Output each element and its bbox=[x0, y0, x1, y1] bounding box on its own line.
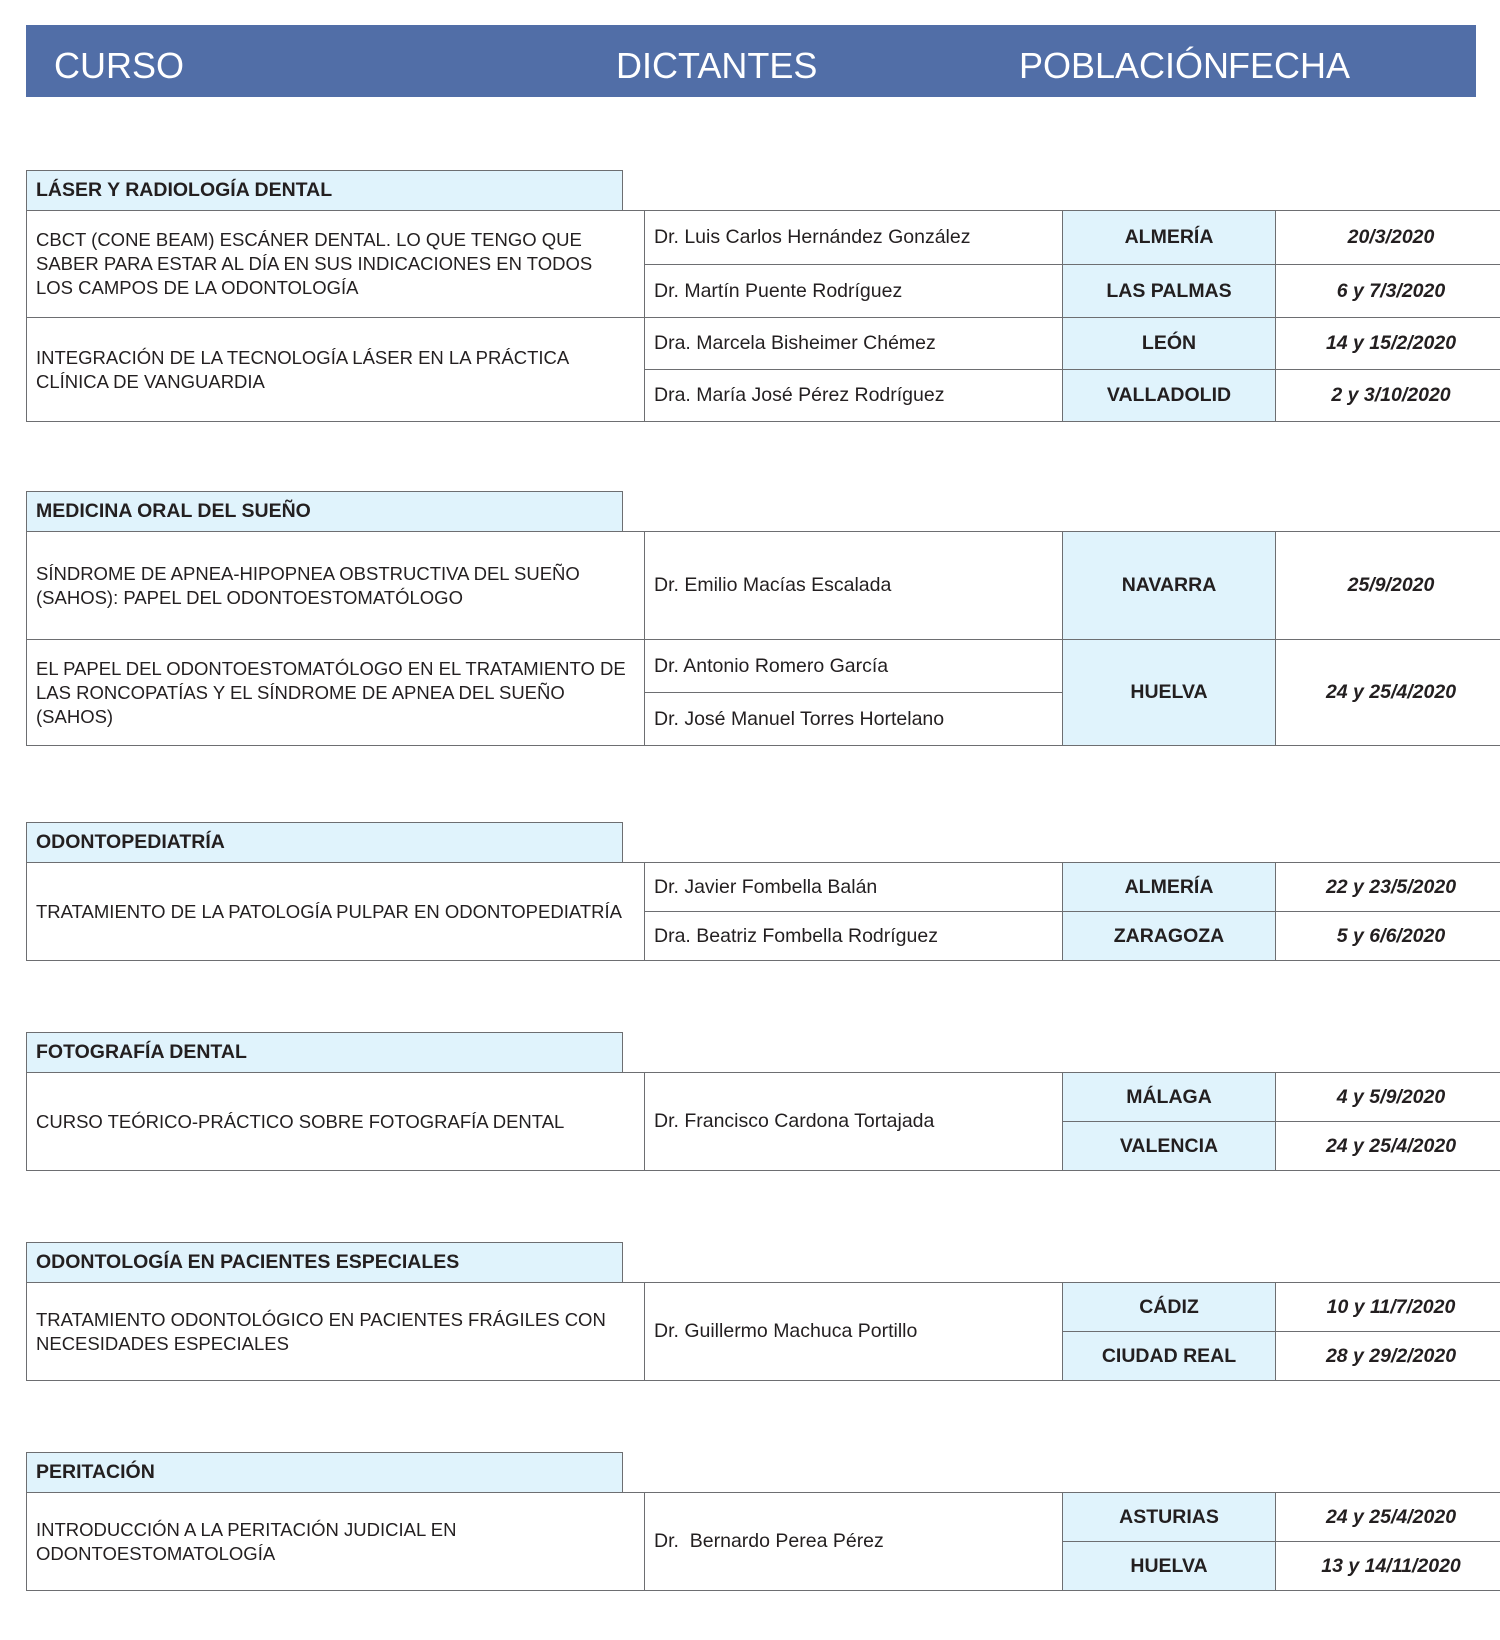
table-row bbox=[27, 640, 1500, 693]
city-cell: HUELVA bbox=[1063, 1542, 1276, 1591]
courses-table bbox=[26, 531, 1500, 746]
city-cell: HUELVA bbox=[1063, 640, 1276, 746]
courses-table bbox=[26, 1282, 1500, 1381]
course-title: TRATAMIENTO ODONTOLÓGICO EN PACIENTES FRÁGILES CON NECESIDADES ESPECIALES bbox=[27, 1283, 645, 1381]
city-cell: ASTURIAS bbox=[1063, 1493, 1276, 1542]
column-header-curso: CURSO bbox=[54, 45, 185, 86]
speaker-name: Dr. Antonio Romero García bbox=[645, 640, 1063, 693]
table-row bbox=[27, 1073, 1500, 1122]
city-cell: ALMERÍA bbox=[1063, 863, 1276, 912]
city-cell: CÁDIZ bbox=[1063, 1283, 1276, 1332]
city-cell: VALLADOLID bbox=[1063, 370, 1276, 422]
date-cell: 24 y 25/4/2020 bbox=[1276, 1122, 1500, 1171]
category-title: ODONTOLOGÍA EN PACIENTES ESPECIALES bbox=[26, 1242, 623, 1283]
date-cell: 24 y 25/4/2020 bbox=[1276, 640, 1500, 746]
date-cell: 28 y 29/2/2020 bbox=[1276, 1332, 1500, 1381]
category-title: PERITACIÓN bbox=[26, 1452, 623, 1493]
table-row bbox=[27, 532, 1500, 640]
speaker-name: Dr. Francisco Cardona Tortajada bbox=[645, 1073, 1063, 1171]
date-cell: 6 y 7/3/2020 bbox=[1276, 265, 1500, 318]
column-header-poblacion: POBLACIÓN bbox=[1019, 45, 1230, 86]
speaker-name: Dr. Guillermo Machuca Portillo bbox=[645, 1283, 1063, 1381]
date-cell: 25/9/2020 bbox=[1276, 532, 1500, 640]
course-title: SÍNDROME DE APNEA-HIPOPNEA OBSTRUCTIVA DEL SUEÑO (SAHOS): PAPEL DEL ODONTOESTOMATÓLOGO bbox=[27, 532, 645, 640]
date-cell: 5 y 6/6/2020 bbox=[1276, 912, 1500, 961]
speaker-name: Dr. Javier Fombella Balán bbox=[645, 863, 1063, 912]
course-title: CBCT (CONE BEAM) ESCÁNER DENTAL. LO QUE TENGO QUE SABER PARA ESTAR AL DÍA EN SUS INDICACIONES EN TODOS LOS CAMPOS DE LA ODONTOLOGÍA bbox=[27, 211, 645, 318]
courses-table bbox=[26, 210, 1500, 422]
course-title: TRATAMIENTO DE LA PATOLOGÍA PULPAR EN ODONTOPEDIATRÍA bbox=[27, 863, 645, 961]
speaker-name: Dra. Beatriz Fombella Rodríguez bbox=[645, 912, 1063, 961]
speaker-name: Dr. José Manuel Torres Hortelano bbox=[645, 693, 1063, 746]
city-cell: MÁLAGA bbox=[1063, 1073, 1276, 1122]
table-row bbox=[27, 318, 1500, 370]
courses-table bbox=[26, 1492, 1500, 1591]
category-title: LÁSER Y RADIOLOGÍA DENTAL bbox=[26, 170, 623, 211]
column-header-fecha: FECHA bbox=[1228, 45, 1351, 86]
date-cell: 10 y 11/7/2020 bbox=[1276, 1283, 1500, 1332]
table-row bbox=[27, 1283, 1500, 1332]
table-row bbox=[27, 863, 1500, 912]
category-title: MEDICINA ORAL DEL SUEÑO bbox=[26, 491, 623, 532]
date-cell: 20/3/2020 bbox=[1276, 211, 1500, 265]
column-header-dictantes: DICTANTES bbox=[616, 45, 818, 86]
city-cell: CIUDAD REAL bbox=[1063, 1332, 1276, 1381]
date-cell: 2 y 3/10/2020 bbox=[1276, 370, 1500, 422]
date-cell: 14 y 15/2/2020 bbox=[1276, 318, 1500, 370]
date-cell: 4 y 5/9/2020 bbox=[1276, 1073, 1500, 1122]
speaker-name: Dra. María José Pérez Rodríguez bbox=[645, 370, 1063, 422]
city-cell: ZARAGOZA bbox=[1063, 912, 1276, 961]
date-cell: 24 y 25/4/2020 bbox=[1276, 1493, 1500, 1542]
date-cell: 22 y 23/5/2020 bbox=[1276, 863, 1500, 912]
category-title: ODONTOPEDIATRÍA bbox=[26, 822, 623, 863]
course-title: EL PAPEL DEL ODONTOESTOMATÓLOGO EN EL TRATAMIENTO DE LAS RONCOPATÍAS Y EL SÍNDROME DE APNEA DEL SUEÑO (SAHOS) bbox=[27, 640, 645, 746]
date-cell: 13 y 14/11/2020 bbox=[1276, 1542, 1500, 1591]
table-row bbox=[27, 1493, 1500, 1542]
speaker-name: Dr. Luis Carlos Hernández González bbox=[645, 211, 1063, 265]
city-cell: LEÓN bbox=[1063, 318, 1276, 370]
course-title: INTRODUCCIÓN A LA PERITACIÓN JUDICIAL EN ODONTOESTOMATOLOGÍA bbox=[27, 1493, 645, 1591]
city-cell: NAVARRA bbox=[1063, 532, 1276, 640]
city-cell: LAS PALMAS bbox=[1063, 265, 1276, 318]
table-header-bar bbox=[26, 25, 1476, 97]
table-row bbox=[27, 211, 1500, 265]
courses-table bbox=[26, 1072, 1500, 1171]
course-title: INTEGRACIÓN DE LA TECNOLOGÍA LÁSER EN LA PRÁCTICA CLÍNICA DE VANGUARDIA bbox=[27, 318, 645, 422]
speaker-name: Dr. Martín Puente Rodríguez bbox=[645, 265, 1063, 318]
speaker-name: Dr. Bernardo Perea Pérez bbox=[645, 1493, 1063, 1591]
city-cell: VALENCIA bbox=[1063, 1122, 1276, 1171]
speaker-name: Dr. Emilio Macías Escalada bbox=[645, 532, 1063, 640]
course-title: CURSO TEÓRICO-PRÁCTICO SOBRE FOTOGRAFÍA DENTAL bbox=[27, 1073, 645, 1171]
category-title: FOTOGRAFÍA DENTAL bbox=[26, 1032, 623, 1073]
courses-table bbox=[26, 862, 1500, 961]
city-cell: ALMERÍA bbox=[1063, 211, 1276, 265]
speaker-name: Dra. Marcela Bisheimer Chémez bbox=[645, 318, 1063, 370]
